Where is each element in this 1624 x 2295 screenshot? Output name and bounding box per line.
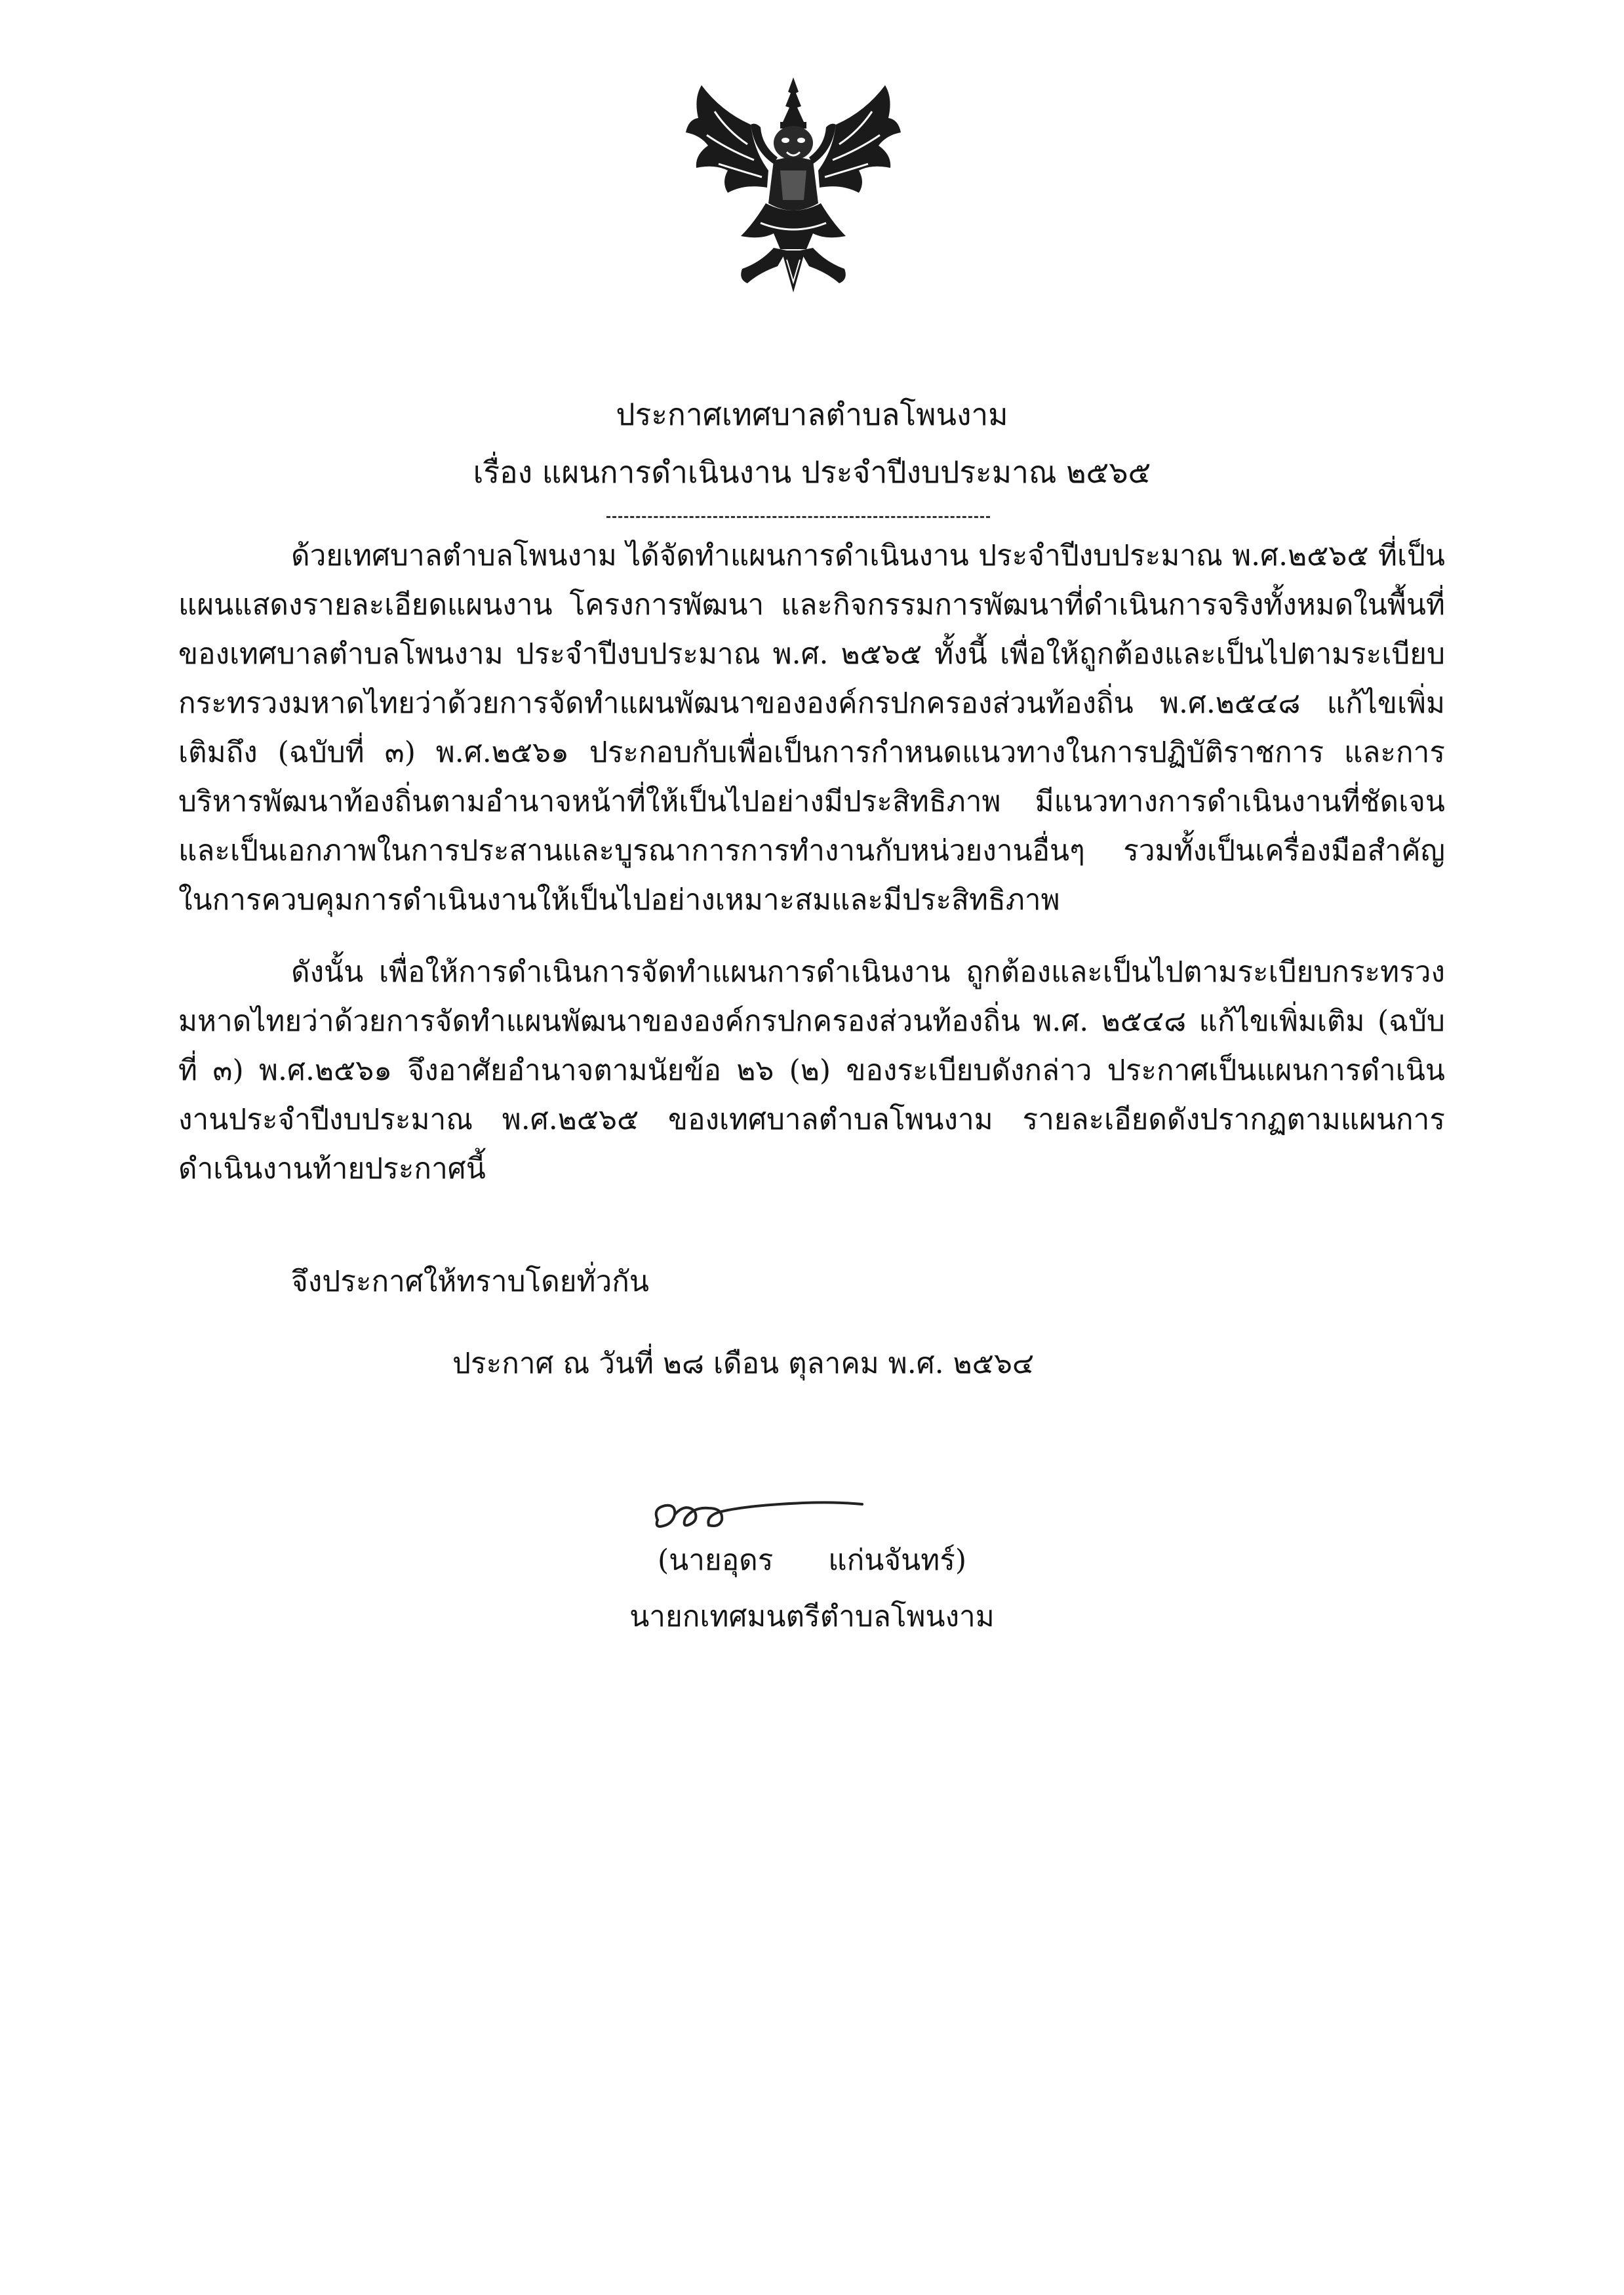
handwritten-signature [646, 1488, 865, 1538]
body-paragraph-1: ด้วยเทศบาลตำบลโพนงาม ได้จัดทำแผนการดำเนินงาน ประจำปีงบประมาณ พ.ศ.๒๕๖๕ ที่เป็นแผนแสดงรายละเอียดแผนงาน โครงการพัฒนา และกิจกรรมการพัฒนาที่ดำเนินการจริงทั้งหมดในพื้นที่ของเทศบาลตำบลโพนงาม ประจำปีงบประมาณ พ.ศ. ๒๕๖๕ ทั้งนี้ เพื่อให้ถูกต้องและเป็นไปตามระเบียบกระทรวงมหาดไทยว่าด้วยการจัดทำแผนพัฒนาขององค์กรปกครองส่วนท้องถิ่น พ.ศ.๒๕๔๘ แก้ไขเพิ่มเติมถึง (ฉบับที่ ๓) พ.ศ.๒๕๖๑ ประกอบกับเพื่อเป็นการกำหนดแนวทางในการปฏิบัติราชการ และการบริหารพัฒนาท้องถิ่นตามอำนาจหน้าที่ให้เป็นไปอย่างมีประสิทธิภาพ มีแนวทางการดำเนินงานที่ชัดเจน และเป็นเอกภาพในการประสานและบูรณาการการทำงานกับหน่วยงานอื่นๆ รวมทั้งเป็นเครื่องมือสำคัญในการควบคุมการดำเนินงานให้เป็นไปอย่างเหมาะสมและมีประสิทธิภาพ [178, 539, 1445, 917]
signer-name: (นายอุดร แก่นจันทร์) [657, 1544, 967, 1577]
title-divider [606, 516, 990, 518]
signer-position: นายกเทศมนตรีตำบลโพนงาม [629, 1600, 995, 1633]
announcement-subject: เรื่อง แผนการดำเนินงาน ประจำปีงบประมาณ ๒๕๖๕ [473, 454, 1151, 490]
announcement-date: ประกาศ ณ วันที่ ๒๘ เดือน ตุลาคม พ.ศ. ๒๕๖๔ [452, 1347, 1035, 1380]
body-paragraph-2: ดังนั้น เพื่อให้การดำเนินการจัดทำแผนการดำเนินงาน ถูกต้องและเป็นไปตามระเบียบกระทรวงมหาดไทยว่าด้วยการจัดทำแผนพัฒนาขององค์กรปกครองส่วนท้องถิ่น พ.ศ. ๒๕๔๘ แก้ไขเพิ่มเติม (ฉบับที่ ๓) พ.ศ.๒๕๖๑ จึงอาศัยอำนาจตามนัยข้อ ๒๖ (๒) ของระเบียบดังกล่าว ประกาศเป็นแผนการดำเนินงานประจำปีงบประมาณ พ.ศ.๒๕๖๕ ของเทศบาลตำบลโพนงาม รายละเอียดดังปรากฏตามแผนการดำเนินงานท้ายประกาศนี้ [178, 955, 1445, 1186]
garuda-emblem [682, 72, 905, 298]
announcement-title: ประกาศเทศบาลตำบลโพนงาม [616, 397, 1008, 432]
notice-line: จึงประกาศให้ทราบโดยทั่วกัน [291, 1265, 649, 1298]
